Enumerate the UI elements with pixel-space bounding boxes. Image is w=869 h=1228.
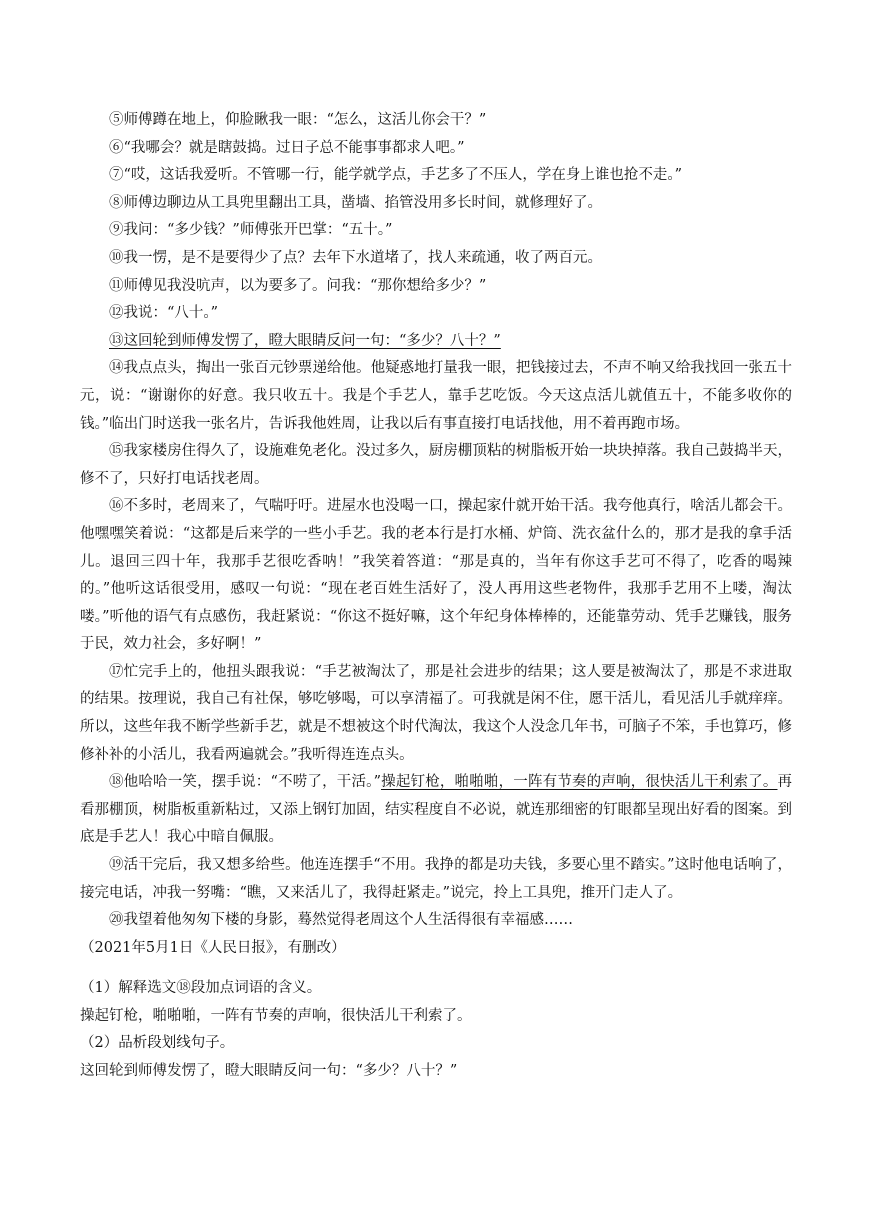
paragraph-9: ⑨我问：“多少钱？”师傅张开巴掌：“五十。” xyxy=(109,222,393,239)
paragraph-7: ⑦“哎，这话我爱听。不管哪一行，能学就学点，手艺多了不压人，学在身上谁也抢不走。” xyxy=(109,167,683,184)
paragraph-8: ⑧师傅边聊边从工具兜里翻出工具，凿墙、掐管没用多长时间，就修理好了。 xyxy=(109,194,602,211)
questions-section xyxy=(80,975,792,1085)
paragraph-19: ⑲活干完后，我又想多给些。他连连摆手“不用。我挣的都是功夫钱，多要心里不踏实。”这时他电话响了，接完电话，冲我一努嘴：“瞧，又来活儿了，我得赶紧走。”说完，拎上工具兜，推开门走人了。 xyxy=(80,857,792,901)
paragraph-13 xyxy=(80,328,792,356)
paragraph-10: ⑩我一愣，是不是要得少了点？去年下水道堵了，找人来疏通，收了两百元。 xyxy=(109,249,602,266)
paragraph-12: ⑫我说：“八十。” xyxy=(109,305,219,322)
question-1-label: （1）解释选文⑱段加点词语的含义。 xyxy=(80,980,322,996)
paragraph-16: ⑯不多时，老周来了，气喘吁吁。进屋水也没喝一口，操起家什就开始干活。我夸他真行，啥活儿都会干。他嘿嘿笑着说：“这都是后来学的一些小手艺。我的老本行是打水桶、炉筒、洗衣盆什么的，那才是我的拿手活儿。退回三四十年，我那手艺很吃香呐！”我笑着答道：“那是真的，当年有你这手艺可不得了，吃香的喝辣的。”他听这话很受用，感叹一句说：“现在老百姓生活好了，没人再用这些老物件，我那手艺用不上喽，淘汰喽。”听他的语气有点感伤，我赶紧说：“你这不挺好嘛，这个年纪身体棒棒的，还能靠劳动、凭手艺赚钱，服务于民，效力社会，多好啊！” xyxy=(80,498,792,653)
paragraph-11: ⑪师傅见我没吭声，以为要多了。问我：“那你想给多少？” xyxy=(109,277,487,294)
underlined-sentence-18: 操起钉枪，啪啪啪，一阵有节奏的声响，很快活儿干利索了。 xyxy=(380,774,778,791)
underlined-sentence-13: ⑬这回轮到师傅发愣了，瞪大眼睛反问一句：“多少？八十？” xyxy=(109,332,501,349)
paragraph-6: ⑥“我哪会？就是瞎鼓捣。过日子总不能事事都求人吧。” xyxy=(109,139,465,156)
question-2-text: 这回轮到师傅发愣了，瞪大眼睛反问一句：“多少？八十？” xyxy=(80,1062,458,1079)
article-body xyxy=(80,107,792,962)
paragraph-5: ⑤师傅蹲在地上，仰脸瞅我一眼：“怎么，这活儿你会干？” xyxy=(109,112,487,128)
paragraph-14: ⑭我点点头，掏出一张百元钞票递给他。他疑惑地打量我一眼，把钱接过去，不声不响又给我找回一张五十元，说：“谢谢你的好意。我只收五十。我是个手艺人，靠手艺吃饭。今天这点活儿就值五十，不能多收你的钱。”临出门时送我一张名片，告诉我他姓周，让我以后有事直接打电话找他，用不着再跑市场。 xyxy=(80,360,792,432)
paragraph-15: ⑮我家楼房住得久了，设施难免老化。没过多久，厨房棚顶粘的树脂板开始一块块掉落。我自己鼓捣半天，修不了，只好打电话找老周。 xyxy=(80,443,792,487)
question-2-label: （2）品析段划线句子。 xyxy=(80,1035,235,1052)
paragraph-18-rest: 再看那棚顶，树脂板重新粘过，又添上钢钉加固，结实程度自不必说，就连那细密的钉眼都呈现出好看的图案。到底是手艺人！我心中暗自佩服。 xyxy=(80,774,792,846)
paragraph-18 xyxy=(80,769,792,852)
paragraph-18-lead: ⑱他哈哈一笑，摆手说：“不唠了，干活。” xyxy=(109,774,381,791)
paragraph-20: ⑳我望着他匆匆下楼的身影，蓦然觉得老周这个人生活得很有幸福感…… xyxy=(109,912,573,929)
paragraph-17: ⑰忙完手上的，他扭头跟我说：“手艺被淘汰了，那是社会进步的结果；这人要是被淘汰了，那是不求进取的结果。按理说，我自己有社保，够吃够喝，可以享清福了。可我就是闲不住，愿干活儿，看见活儿手就痒痒。所以，这些年我不断学些新手艺，就是不想被这个时代淘汰，我这个人没念几年书，可脑子不笨，手也算巧，修修补补的小活儿，我看两遍就会。”我听得连连点头。 xyxy=(80,663,792,763)
question-1-text: 操起钉枪，啪啪啪，一阵有节奏的声响，很快活儿干利索了。 xyxy=(80,1007,472,1024)
source-citation: （2021年5月1日《人民日报》，有删改） xyxy=(80,939,346,956)
